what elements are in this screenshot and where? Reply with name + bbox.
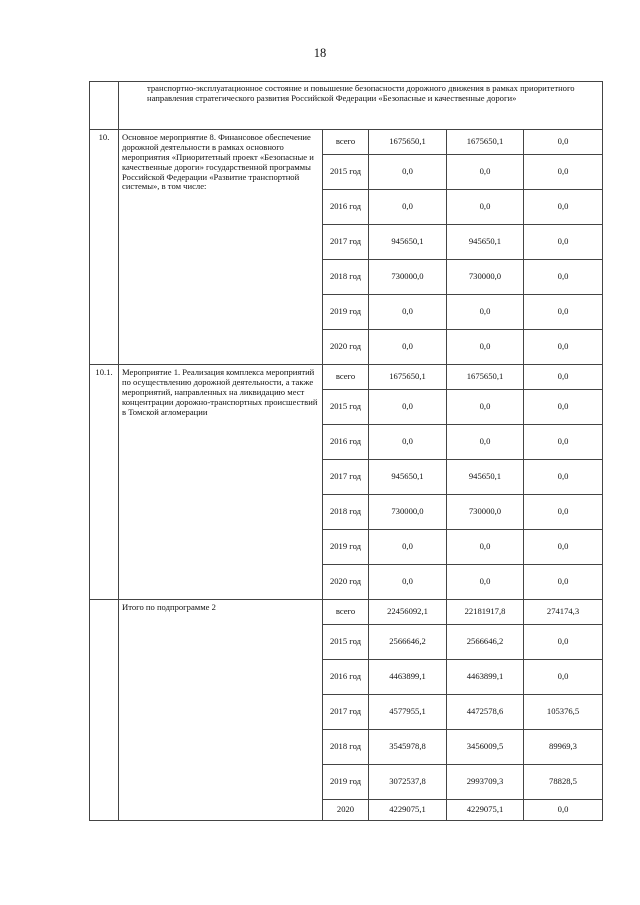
total-value-cell: 1675650,1 [369,130,447,155]
year-cell: 2019 год [323,765,369,800]
regional-value-cell: 0,0 [447,425,524,460]
regional-value-cell: 0,0 [447,190,524,225]
year-cell: 2020 год [323,330,369,365]
year-cell: 2015 год [323,625,369,660]
regional-value-cell: 2566646,2 [447,625,524,660]
total-value-cell: 0,0 [369,190,447,225]
federal-value-cell: 0,0 [524,565,603,600]
total-value-cell: 0,0 [369,390,447,425]
year-cell: 2017 год [323,695,369,730]
federal-value-cell: 0,0 [524,365,603,390]
regional-value-cell: 730000,0 [447,495,524,530]
measure-name: Мероприятие 1. Реализация комплекса мероприятий по осуществлению дорожной деятельности, а также мероприятий, направленных на ликвидацию мест концентрации дорожно-транспортных происшествий в Томской агломерации [119,365,323,600]
federal-value-cell: 0,0 [524,190,603,225]
total-value-cell: 0,0 [369,330,447,365]
page-number: 18 [313,46,327,60]
regional-value-cell: 0,0 [447,390,524,425]
federal-value-cell: 0,0 [524,225,603,260]
total-value-cell: 0,0 [369,295,447,330]
regional-value-cell: 4229075,1 [447,800,524,821]
total-value-cell: 3072537,8 [369,765,447,800]
year-cell: всего [323,600,369,625]
measure-name: Итого по подпрограмме 2 [119,600,323,821]
federal-value-cell: 0,0 [524,660,603,695]
regional-value-cell: 4472578,6 [447,695,524,730]
total-value-cell: 0,0 [369,425,447,460]
regional-value-cell: 945650,1 [447,460,524,495]
regional-value-cell: 0,0 [447,155,524,190]
year-cell: 2018 год [323,495,369,530]
year-cell: 2017 год [323,225,369,260]
total-value-cell: 4229075,1 [369,800,447,821]
federal-value-cell: 89969,3 [524,730,603,765]
federal-value-cell: 0,0 [524,495,603,530]
total-value-cell: 2566646,2 [369,625,447,660]
federal-value-cell: 274174,3 [524,600,603,625]
year-cell: 2017 год [323,460,369,495]
year-cell: 2020 [323,800,369,821]
regional-value-cell: 730000,0 [447,260,524,295]
federal-value-cell: 0,0 [524,295,603,330]
regional-value-cell: 1675650,1 [447,365,524,390]
regional-value-cell: 0,0 [447,295,524,330]
header-continuation-row [90,82,603,130]
year-cell: 2015 год [323,155,369,190]
regional-value-cell: 0,0 [447,330,524,365]
year-cell: всего [323,365,369,390]
regional-value-cell: 945650,1 [447,225,524,260]
year-cell: всего [323,130,369,155]
total-value-cell: 3545978,8 [369,730,447,765]
table-row [90,130,603,155]
federal-value-cell: 0,0 [524,460,603,495]
year-cell: 2016 год [323,425,369,460]
federal-value-cell: 0,0 [524,330,603,365]
row-number [90,600,119,821]
federal-value-cell: 0,0 [524,130,603,155]
federal-value-cell: 78828,5 [524,765,603,800]
total-value-cell: 0,0 [369,530,447,565]
year-cell: 2018 год [323,260,369,295]
measure-name: Основное мероприятие 8. Финансовое обеспечение дорожной деятельности в рамках основного мероприятия «Приоритетный проект «Безопасные и качественные дороги» государственной программы Российской Федерации «Развитие транспортной системы», в том числе: [119,130,323,365]
year-cell: 2019 год [323,530,369,565]
total-value-cell: 4577955,1 [369,695,447,730]
year-cell: 2015 год [323,390,369,425]
regional-value-cell: 1675650,1 [447,130,524,155]
federal-value-cell: 105376,5 [524,695,603,730]
row-number: 10. [90,130,119,365]
regional-value-cell: 0,0 [447,565,524,600]
year-cell: 2016 год [323,660,369,695]
total-value-cell: 730000,0 [369,260,447,295]
federal-value-cell: 0,0 [524,530,603,565]
header-continuation-text: транспортно-эксплуатационное состояние и повышение безопасности дорожного движения в рамках приоритетного направления стратегического развития Российской Федерации «Безопасные и качественные дороги» [119,82,603,130]
total-value-cell: 945650,1 [369,460,447,495]
year-cell: 2016 год [323,190,369,225]
federal-value-cell: 0,0 [524,155,603,190]
total-value-cell: 0,0 [369,565,447,600]
federal-value-cell: 0,0 [524,425,603,460]
table-row [90,365,603,390]
regional-value-cell: 4463899,1 [447,660,524,695]
federal-value-cell: 0,0 [524,625,603,660]
total-value-cell: 945650,1 [369,225,447,260]
total-value-cell: 22456092,1 [369,600,447,625]
total-value-cell: 1675650,1 [369,365,447,390]
table-row [90,600,603,625]
budget-table-body [90,82,603,821]
total-value-cell: 0,0 [369,155,447,190]
regional-value-cell: 2993709,3 [447,765,524,800]
total-value-cell: 4463899,1 [369,660,447,695]
federal-value-cell: 0,0 [524,390,603,425]
year-cell: 2019 год [323,295,369,330]
total-value-cell: 730000,0 [369,495,447,530]
regional-value-cell: 22181917,8 [447,600,524,625]
federal-value-cell: 0,0 [524,260,603,295]
year-cell: 2020 год [323,565,369,600]
regional-value-cell: 0,0 [447,530,524,565]
regional-value-cell: 3456009,5 [447,730,524,765]
header-number-cell [90,82,119,130]
row-number: 10.1. [90,365,119,600]
federal-value-cell: 0,0 [524,800,603,821]
year-cell: 2018 год [323,730,369,765]
budget-table [89,81,603,821]
